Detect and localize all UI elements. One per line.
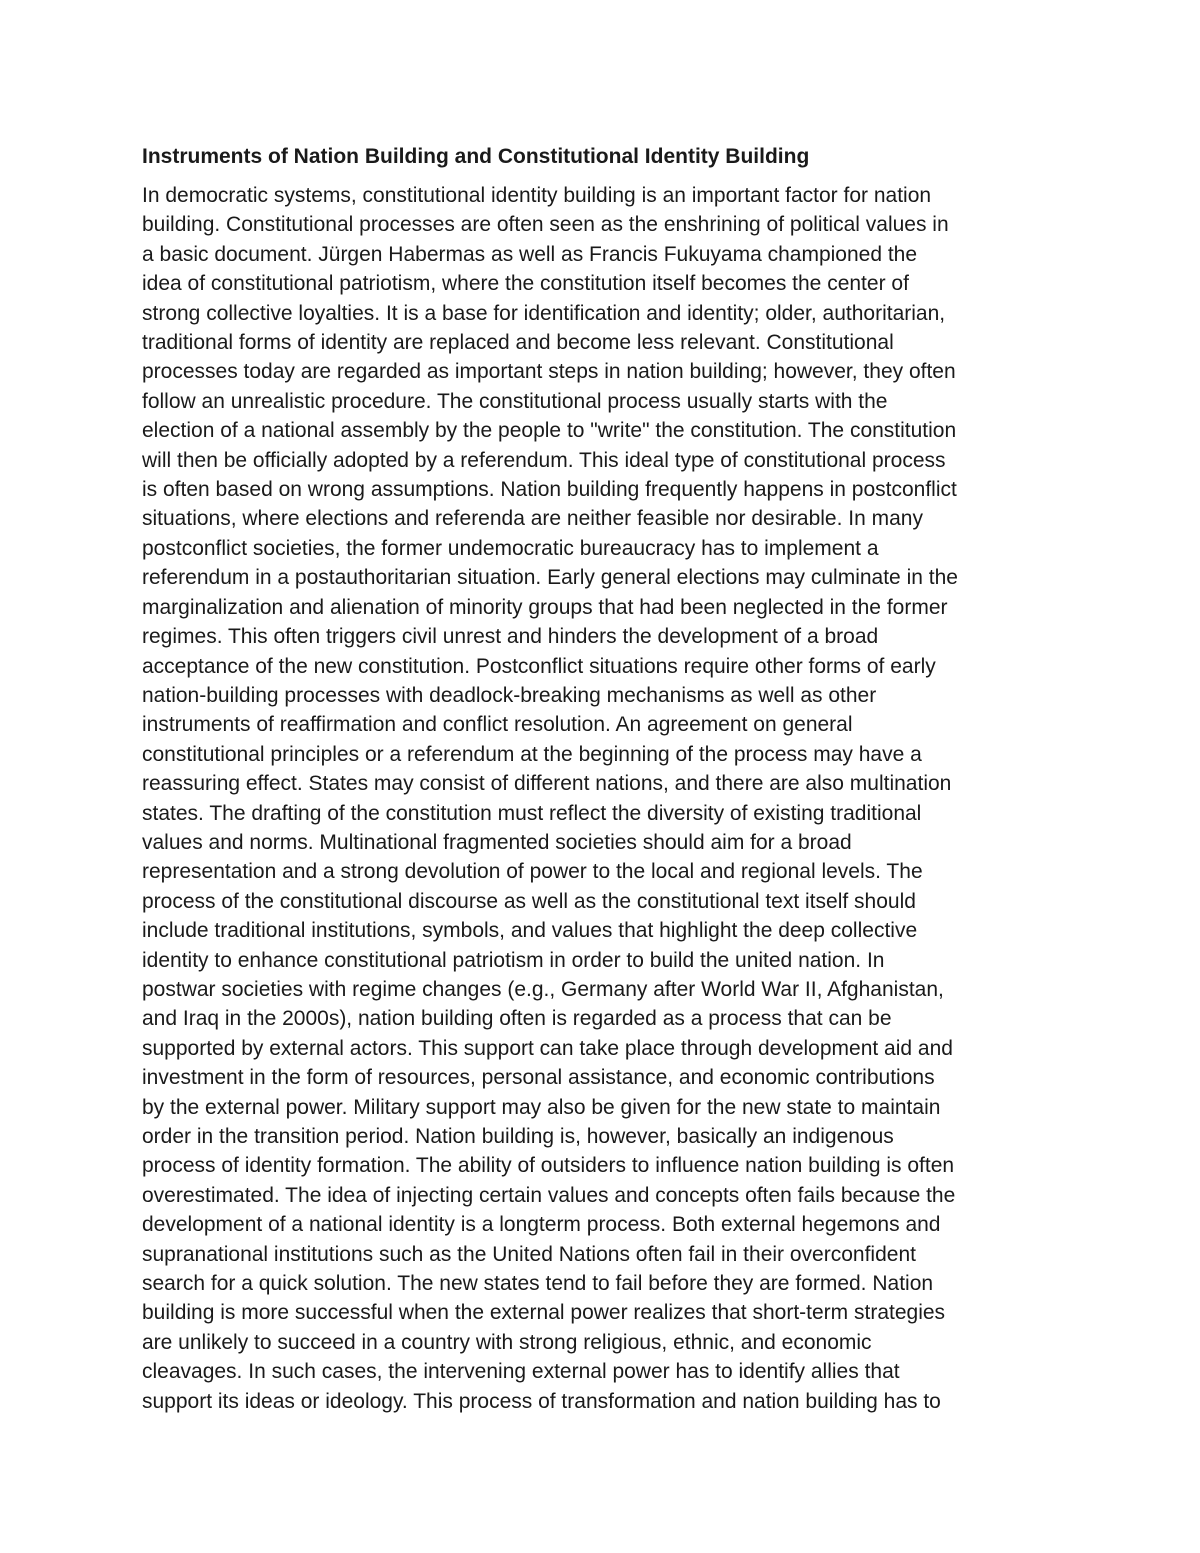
document-paragraph <box>142 181 1072 1416</box>
text-line: by the external power. Military support may also be given for the new state to maintain <box>142 1095 941 1119</box>
text-line: constitutional principles or a referendum at the beginning of the process may have a <box>142 742 922 766</box>
text-line: process of identity formation. The ability of outsiders to influence nation building is often <box>142 1154 955 1178</box>
text-line: postwar societies with regime changes (e.g., Germany after World War II, Afghanistan, <box>142 977 944 1001</box>
text-line: representation and a strong devolution of power to the local and regional levels. The <box>142 860 923 884</box>
text-line: building. Constitutional processes are often seen as the enshrining of political values in <box>142 213 949 237</box>
text-line: referendum in a postauthoritarian situation. Early general elections may culminate in the <box>142 566 958 590</box>
text-line: traditional forms of identity are replaced and become less relevant. Constitutional <box>142 331 894 355</box>
text-line: acceptance of the new constitution. Postconflict situations require other forms of early <box>142 654 936 678</box>
text-line: supported by external actors. This support can take place through development aid and <box>142 1036 953 1060</box>
text-line: cleavages. In such cases, the intervening external power has to identify allies that <box>142 1360 900 1384</box>
text-line: are unlikely to succeed in a country with strong religious, ethnic, and economic <box>142 1330 872 1354</box>
text-line: In democratic systems, constitutional identity building is an important factor for nation <box>142 184 932 207</box>
text-line: process of the constitutional discourse as well as the constitutional text itself should <box>142 889 916 913</box>
document-title: Instruments of Nation Building and Constitutional Identity Building <box>142 145 810 168</box>
text-line: idea of constitutional patriotism, where the constitution itself becomes the center of <box>142 272 909 296</box>
text-line: include traditional institutions, symbols, and values that highlight the deep collective <box>142 919 918 943</box>
text-line: and Iraq in the 2000s), nation building often is regarded as a process that can be <box>142 1007 892 1031</box>
document-body <box>142 142 1072 1416</box>
text-line: marginalization and alienation of minority groups that had been neglected in the former <box>142 595 948 619</box>
text-line: investment in the form of resources, personal assistance, and economic contributions <box>142 1066 935 1090</box>
text-line: search for a quick solution. The new states tend to fail before they are formed. Nation <box>142 1272 934 1296</box>
text-line: processes today are regarded as important steps in nation building; however, they often <box>142 360 956 384</box>
text-line: is often based on wrong assumptions. Nation building frequently happens in postconflict <box>142 478 957 502</box>
text-line: instruments of reaffirmation and conflict resolution. An agreement on general <box>142 713 853 737</box>
text-line: overestimated. The idea of injecting certain values and concepts often fails because the <box>142 1183 956 1207</box>
text-line: development of a national identity is a longterm process. Both external hegemons and <box>142 1213 941 1237</box>
text-line: building is more successful when the external power realizes that short-term strategies <box>142 1301 946 1325</box>
text-line: reassuring effect. States may consist of different nations, and there are also multination <box>142 772 952 796</box>
text-line: regimes. This often triggers civil unrest and hinders the development of a broad <box>142 625 879 649</box>
text-line: supranational institutions such as the United Nations often fail in their overconfident <box>142 1242 916 1266</box>
text-line: support its ideas or ideology. This process of transformation and nation building has to <box>142 1389 941 1413</box>
text-line: states. The drafting of the constitution must reflect the diversity of existing traditional <box>142 801 922 825</box>
text-line: will then be officially adopted by a referendum. This ideal type of constitutional process <box>142 448 946 472</box>
text-line: postconflict societies, the former undemocratic bureaucracy has to implement a <box>142 536 879 560</box>
text-line: follow an unrealistic procedure. The constitutional process usually starts with the <box>142 389 888 413</box>
text-line: strong collective loyalties. It is a base for identification and identity; older, authoritarian, <box>142 301 946 325</box>
text-line: order in the transition period. Nation building is, however, basically an indigenous <box>142 1125 894 1148</box>
text-line: election of a national assembly by the people to "write" the constitution. The constitution <box>142 419 957 443</box>
text-line: a basic document. Jürgen Habermas as well as Francis Fukuyama championed the <box>142 242 918 266</box>
text-line: identity to enhance constitutional patriotism in order to build the united nation. In <box>142 948 885 972</box>
text-line: nation-building processes with deadlock-breaking mechanisms as well as other <box>142 683 877 707</box>
text-line: situations, where elections and referenda are neither feasible nor desirable. In many <box>142 507 923 531</box>
text-line: values and norms. Multinational fragmented societies should aim for a broad <box>142 830 852 854</box>
